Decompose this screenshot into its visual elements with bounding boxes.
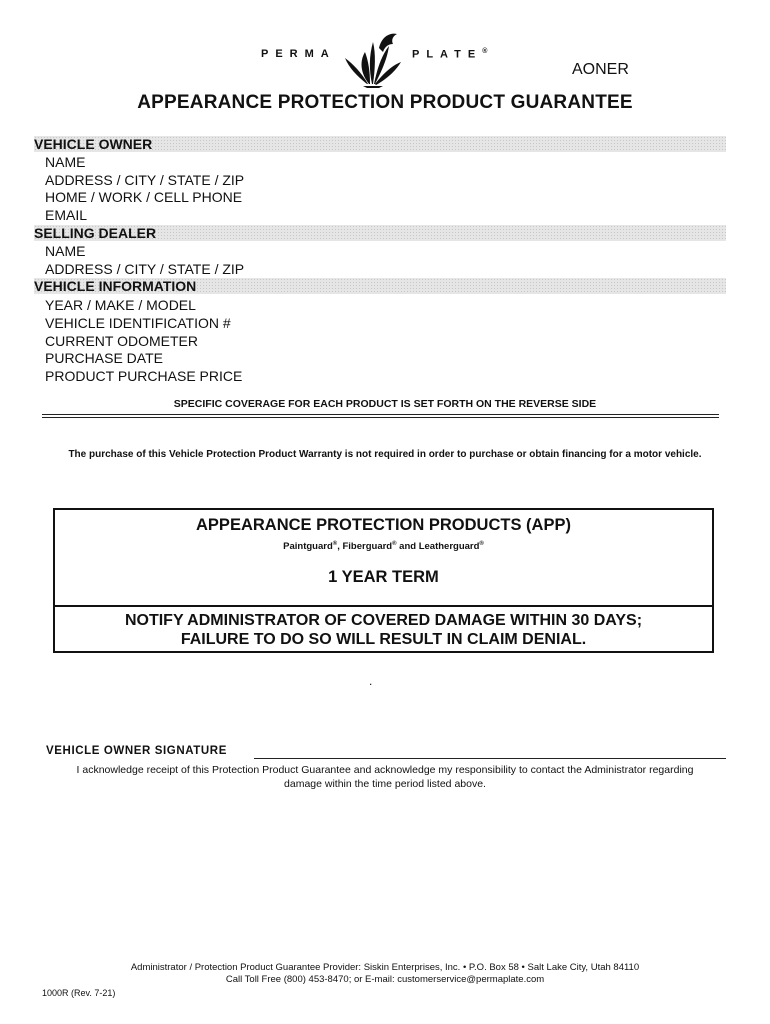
- term-length: 1 YEAR TERM: [328, 568, 439, 586]
- field-owner-email[interactable]: EMAIL: [45, 207, 88, 223]
- stray-dot: .: [369, 674, 373, 688]
- signature-label: VEHICLE OWNER SIGNATURE: [46, 745, 227, 757]
- signature-line[interactable]: [254, 758, 726, 759]
- field-owner-phone[interactable]: HOME / WORK / CELL PHONE: [45, 189, 243, 205]
- section-title-selling-dealer: SELLING DEALER: [34, 225, 157, 241]
- product-term-box: [53, 508, 714, 653]
- field-owner-name[interactable]: NAME: [45, 154, 86, 170]
- box-divider: [55, 605, 712, 607]
- field-purchase-price[interactable]: PRODUCT PURCHASE PRICE: [45, 368, 243, 384]
- field-odometer[interactable]: CURRENT ODOMETER: [45, 333, 198, 349]
- divider-line: [42, 414, 719, 415]
- footer-administrator: Administrator / Protection Product Guarantee Provider: Siskin Enterprises, Inc. • P.O. Box 58 • Salt Lake City, Utah 84110 Call Toll Free (800) 453-8470; or E-mail: customerservice@permaplate.com: [130, 962, 640, 985]
- registered-mark: ®: [482, 48, 488, 55]
- disclaimer-text: The purchase of this Vehicle Protection Product Warranty is not required in order to purchase or obtain financing for a motor vehicle.: [68, 449, 702, 460]
- revision-code: 1000R (Rev. 7-21): [42, 988, 116, 998]
- coverage-note: SPECIFIC COVERAGE FOR EACH PRODUCT IS SET FORTH ON THE REVERSE SIDE: [173, 398, 597, 410]
- form-code: AONER: [572, 61, 629, 78]
- box-title: APPEARANCE PROTECTION PRODUCTS (APP): [196, 516, 571, 534]
- eagle-feather-icon: [339, 26, 405, 88]
- acknowledgement-text: I acknowledge receipt of this Protection Product Guarantee and acknowledge my responsibility to contact the Administrator regarding damage within the time period listed above.: [76, 764, 694, 790]
- notify-warning: NOTIFY ADMINISTRATOR OF COVERED DAMAGE WITHIN 30 DAYS; FAILURE TO DO SO WILL RESULT IN CLAIM DENIAL.: [124, 612, 643, 648]
- section-title-vehicle-owner: VEHICLE OWNER: [34, 136, 153, 152]
- logo-text-plate: PLATE®: [412, 48, 488, 61]
- logo-text-perma: PERMA: [261, 48, 336, 60]
- field-dealer-address[interactable]: ADDRESS / CITY / STATE / ZIP: [45, 261, 245, 277]
- field-year-make-model[interactable]: YEAR / MAKE / MODEL: [45, 297, 196, 313]
- product-list: Paintguard®, Fiberguard® and Leatherguard®: [283, 541, 484, 553]
- section-title-vehicle-information: VEHICLE INFORMATION: [34, 278, 197, 294]
- page-title: APPEARANCE PROTECTION PRODUCT GUARANTEE: [137, 92, 633, 113]
- field-owner-address[interactable]: ADDRESS / CITY / STATE / ZIP: [45, 172, 245, 188]
- divider-line: [42, 417, 719, 418]
- field-dealer-name[interactable]: NAME: [45, 243, 86, 259]
- field-vin[interactable]: VEHICLE IDENTIFICATION #: [45, 315, 231, 331]
- field-purchase-date[interactable]: PURCHASE DATE: [45, 350, 163, 366]
